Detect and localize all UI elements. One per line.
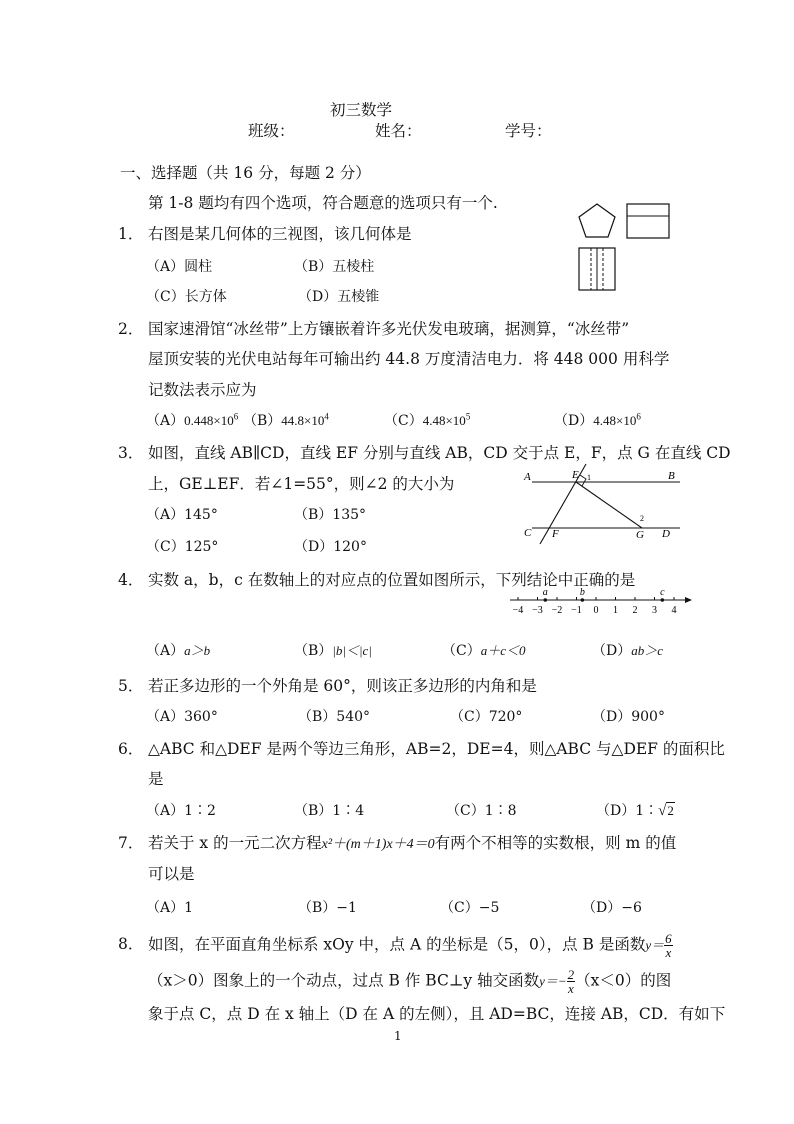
q3-number: 3． <box>118 444 144 462</box>
q8-line3: 象于点 C，点 D 在 x 轴上（D 在 A 的左侧），且 AD=BC，连接 AB，CD．有如下 <box>148 1005 726 1023</box>
q1-option-a[interactable]: （A）圆柱 <box>146 259 213 275</box>
number-line-tick-label: −2 <box>551 605 563 616</box>
q6-number: 6． <box>118 740 144 758</box>
q2-line3: 记数法表示应为 <box>148 381 257 399</box>
q6-option-c[interactable]: （C）1∶8 <box>446 803 517 819</box>
q8-line2: （x＞0）图象上的一个动点，过点 B 作 BC⊥y 轴交函数y＝− $\frac{2}{x}$ （x＜0）的图 <box>148 967 672 996</box>
number-line-point-c <box>661 598 665 602</box>
q4-option-c[interactable]: （C）a＋c＜0 <box>442 643 526 659</box>
number-line-point-label: b <box>579 587 585 598</box>
q7-number: 7． <box>118 834 144 852</box>
q4-text: 实数 a，b，c 在数轴上的对应点的位置如图所示，下列结论中正确的是 <box>148 571 636 589</box>
name-label: 姓名： <box>375 122 422 140</box>
label-c: C <box>524 527 532 539</box>
q8-line1: 如图，在平面直角坐标系 xOy 中，点 A 的坐标是（5，0），点 B 是函数y＝ $\frac{6}{x}$ <box>148 931 672 960</box>
q6-option-d[interactable]: （D）1∶√2 <box>596 803 674 819</box>
number-line-point-b <box>581 598 585 602</box>
q5-option-a[interactable]: （A）360° <box>146 709 218 725</box>
line-ef <box>540 464 586 544</box>
number-line-point-a <box>544 598 548 602</box>
label-angle-1: 1 <box>587 473 591 482</box>
q3-option-d[interactable]: （D）120° <box>294 539 367 555</box>
sqrt-icon: √ <box>658 803 667 819</box>
q2-line2: 屋顶安装的光伏电站每年可输出约 44.8 万度清洁电力．将 448 000 用科学 <box>148 350 670 368</box>
number-line-tick-label: 0 <box>593 605 599 616</box>
q2-option-a[interactable]: $(A)0.448\times 10^6$ <box>146 411 239 429</box>
q8-number: 8． <box>118 935 144 953</box>
label-angle-2: 2 <box>640 514 644 523</box>
number-line-tick-label: 4 <box>671 605 677 616</box>
q7-option-a[interactable]: （A）1 <box>146 900 194 916</box>
number-line-tick-label: −3 <box>532 605 543 616</box>
q1-option-c[interactable]: （C）长方体 <box>146 289 227 305</box>
q3-line2: 上，GE⊥EF．若∠1=55°，则∠2 的大小为 <box>148 475 455 493</box>
label-a: A <box>524 471 531 483</box>
q4-option-a[interactable]: （A）a＞b <box>146 643 211 659</box>
q7-line2: 可以是 <box>148 865 195 883</box>
number-line-tick-label: 1 <box>613 605 618 616</box>
q5-number: 5． <box>118 677 144 695</box>
q5-text: 若正多边形的一个外角是 60°，则该正多边形的内角和是 <box>148 677 537 695</box>
q2-option-c[interactable]: $(C)4.48\times 10^5$ <box>384 411 471 429</box>
number-line-tick-label: −1 <box>571 605 582 616</box>
q2-number: 2． <box>118 320 144 338</box>
q3-option-a[interactable]: （A）145° <box>146 507 218 523</box>
q3-option-b[interactable]: （B）135° <box>294 507 367 523</box>
q6-option-a[interactable]: （A）1∶2 <box>146 803 216 819</box>
fraction-6-over-x: $\frac{6}{x}$ <box>665 931 672 960</box>
q3-line1: 如图，直线 AB∥CD，直线 EF 分别与直线 AB，CD 交于点 E，F，点 G 在直线 CD <box>148 444 731 462</box>
q1-option-b[interactable]: （B）五棱柱 <box>294 259 375 275</box>
section-heading: 一、选择题（共 16 分，每题 2 分） <box>120 164 371 182</box>
page-number: 1 <box>394 1029 402 1043</box>
q5-option-c[interactable]: （C）720° <box>450 709 523 725</box>
front-view-rect <box>627 204 669 238</box>
label-d: D <box>662 528 670 540</box>
number-line-tick-label: 3 <box>652 605 657 616</box>
q7-line1: 若关于 x 的一元二次方程x²＋(m＋1)x＋4＝0有两个不相等的实数根，则 m 的值 <box>148 834 677 852</box>
q2-option-b[interactable]: $(B)44.8\times 10^4$ <box>243 411 329 429</box>
q1-text: 右图是某几何体的三视图，该几何体是 <box>148 225 412 243</box>
q4-number: 4． <box>118 571 144 589</box>
q7-option-b[interactable]: （B）−1 <box>298 900 357 916</box>
number-line-point-label: a <box>542 587 548 598</box>
q6-option-b[interactable]: （B）1∶4 <box>294 803 365 819</box>
three-view-figure <box>574 200 674 294</box>
pentagon-top-view <box>579 204 615 237</box>
q2-line1: 国家速滑馆“冰丝带”上方镶嵌着许多光伏发电玻璃，据测算，“冰丝带” <box>148 320 630 338</box>
q1-number: 1． <box>118 225 144 243</box>
number-line-point-label: c <box>660 587 665 598</box>
q7-equation: x²＋(m＋1)x＋4＝0 <box>321 837 435 852</box>
label-b: B <box>668 470 675 482</box>
number-line <box>506 585 696 617</box>
q6-line2: 是 <box>148 770 164 788</box>
right-angle-mark <box>580 475 586 486</box>
class-label: 班级： <box>248 122 295 140</box>
fraction-2-over-x: $\frac{2}{x}$ <box>567 967 575 996</box>
page-title: 初三数学 <box>330 101 393 119</box>
q5-option-d[interactable]: （D）900° <box>592 709 665 725</box>
q7-option-c[interactable]: （C）−5 <box>440 900 500 916</box>
q4-option-d[interactable]: （D）ab＞c <box>592 643 664 659</box>
id-label: 学号： <box>505 122 552 140</box>
q7-option-d[interactable]: （D）−6 <box>582 900 642 916</box>
q1-option-d[interactable]: （D）五棱锥 <box>298 289 380 305</box>
q2-option-d[interactable]: $(D)4.48\times 10^6$ <box>554 411 641 429</box>
label-f: F <box>552 528 559 540</box>
label-g: G <box>636 529 644 541</box>
label-e: E <box>572 469 579 481</box>
q5-option-b[interactable]: （B）540° <box>298 709 371 725</box>
section-intro: 第 1-8 题均有四个选项，符合题意的选项只有一个. <box>148 194 498 212</box>
segment-ge <box>576 482 642 528</box>
arrowhead-icon <box>685 597 692 603</box>
q3-option-c[interactable]: （C）125° <box>146 539 219 555</box>
q4-option-b[interactable]: （B）|b|＜|c| <box>294 643 372 659</box>
q6-line1: △ABC 和△DEF 是两个等边三角形，AB=2，DE=4，则△ABC 与△DEF 的面积比 <box>148 740 725 758</box>
number-line-tick-label: −4 <box>512 605 524 616</box>
number-line-tick-label: 2 <box>632 605 638 616</box>
parallel-lines-figure <box>518 462 688 546</box>
